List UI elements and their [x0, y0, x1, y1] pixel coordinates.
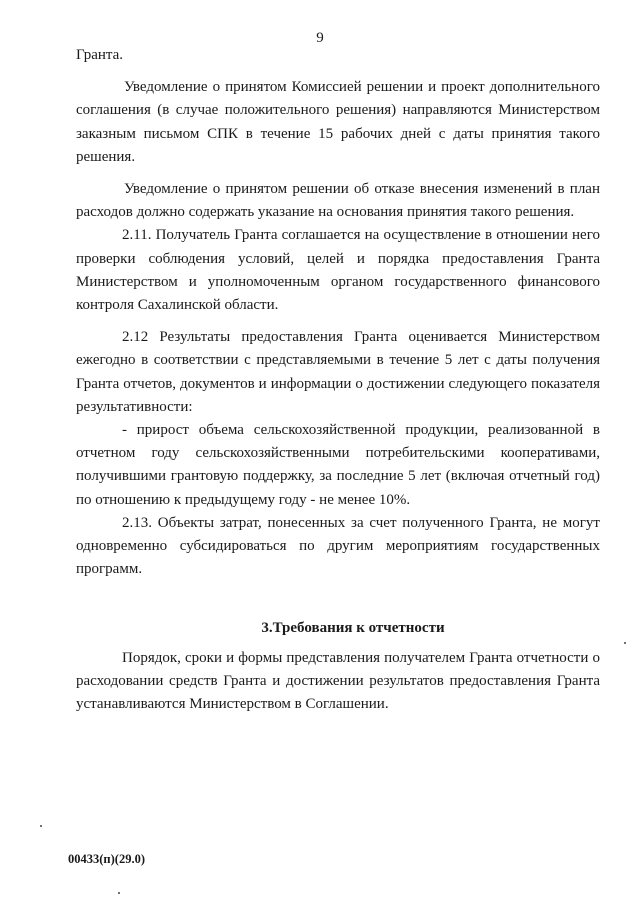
- paragraph-2-13: 2.13. Объекты затрат, понесенных за счет полученного Гранта, не могут одновременно субсидироваться по другим мероприятиям государственных программ.: [76, 514, 600, 578]
- paragraph-refusal-notice: Уведомление о принятом решении об отказе внесения изменений в план расходов должно содержать указание на основания принятия такого решения.: [76, 181, 600, 221]
- paragraph-commission-notice: Уведомление о принятом Комиссией решении и проект дополнительного соглашения (в случае положительного решения) направляются Министерством заказным письмом СПК в течение 15 рабочих дней с даты принятия такого решения.: [76, 79, 600, 165]
- document-body: [76, 44, 600, 716]
- scan-speck: [40, 825, 42, 827]
- scan-speck: [118, 892, 120, 894]
- document-code: 00433(п)(29.0): [68, 852, 145, 866]
- paragraph-2-11: 2.11. Получатель Гранта соглашается на осуществление в отношении него проверки соблюдения условий, целей и порядка предоставления Гранта Министерством и уполномоченным органом государственного финансового контроля Сахалинской области.: [76, 227, 600, 314]
- page-number: 9: [316, 30, 324, 46]
- paragraph-2-12: 2.12 Результаты предоставления Гранта оценивается Министерством ежегодно в соответствии с представляемыми в течение 5 лет с даты получения Гранта отчетов, документов и информации о достижении следующего показателя результативности:: [76, 329, 600, 415]
- paragraph-continuation: Гранта.: [76, 47, 124, 63]
- scan-speck: [624, 642, 626, 644]
- paragraph-indicator-item: - прирост объема сельскохозяйственной продукции, реализованной в отчетном году сельскохозяйственными потребительскими кооперативами, получившими грантовую поддержку, за последние 5 лет (включая отчетный год) по отношению к предыдущему году - не менее 10%.: [76, 422, 600, 508]
- section-heading: 3.Требования к отчетности: [261, 620, 445, 637]
- paragraph-section-3: Порядок, сроки и формы представления получателем Гранта отчетности о расходовании средств Гранта и достижении результатов предоставления Гранта устанавливаются Министерством в Соглашении.: [76, 649, 600, 713]
